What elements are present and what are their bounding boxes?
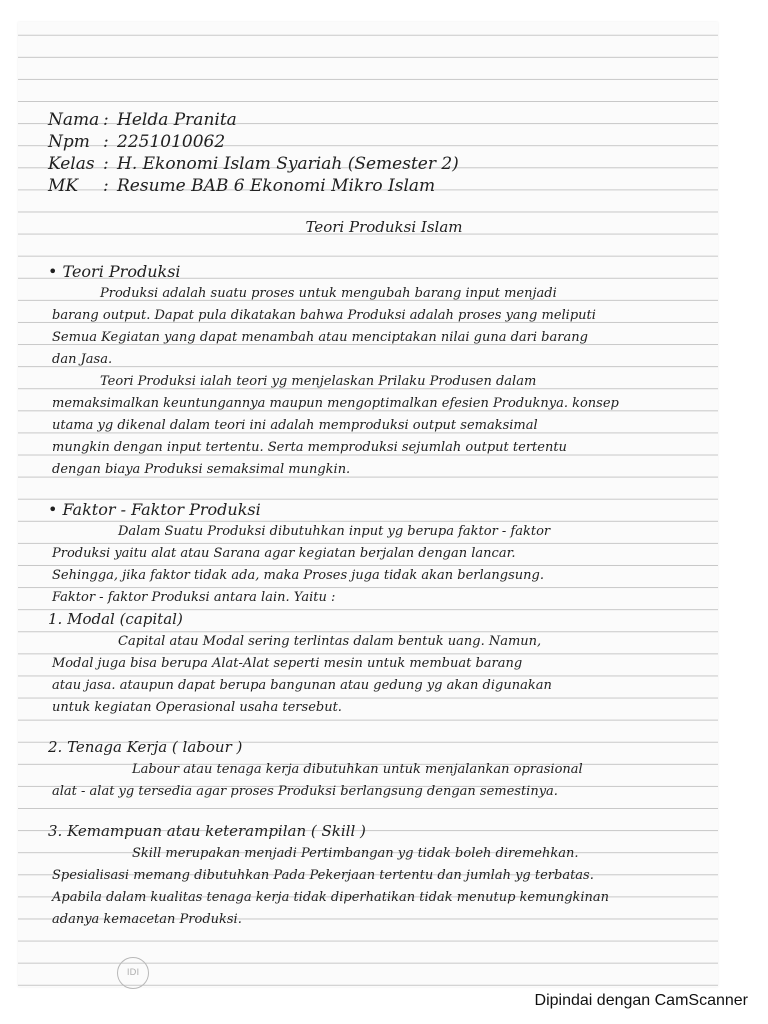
text-line: Capital atau Modal sering terlintas dalam bentuk uang. Namun, — [118, 634, 542, 649]
colon: : — [103, 154, 109, 174]
text-line: Labour atau tenaga kerja dibutuhkan untuk menjalankan oprasional — [132, 762, 583, 777]
header-kelas-row — [48, 154, 459, 174]
colon: : — [103, 110, 109, 130]
text-line: dan Jasa. — [52, 352, 113, 367]
text-line: Sehingga, jika faktor tidak ada, maka Proses juga tidak akan berlangsung. — [52, 568, 544, 583]
text-line: Produksi adalah suatu proses untuk mengubah barang input menjadi — [100, 286, 557, 301]
npm-value: 2251010062 — [117, 132, 226, 152]
kelas-value: H. Ekonomi Islam Syariah (Semester 2) — [117, 154, 459, 174]
page-title: Teori Produksi Islam — [305, 218, 463, 236]
text-line: Dalam Suatu Produksi dibutuhkan input yg berupa faktor - faktor — [118, 524, 551, 539]
subheading-modal: 1. Modal (capital) — [48, 610, 183, 628]
colon: : — [103, 176, 109, 196]
section-heading-teori: • Teori Produksi — [48, 262, 181, 281]
nama-label: Nama — [48, 110, 100, 130]
text-line: Skill merupakan menjadi Pertimbangan yg tidak boleh diremehkan. — [132, 846, 579, 861]
header-mk-row — [48, 176, 435, 196]
mk-label: MK — [48, 176, 79, 196]
text-line: dengan biaya Produksi semaksimal mungkin. — [52, 462, 351, 477]
text-line: alat - alat yg tersedia agar proses Produksi berlangsung dengan semestinya. — [52, 784, 558, 799]
text-line: memaksimalkan keuntungannya maupun mengoptimalkan efesien Produknya. konsep — [52, 396, 619, 411]
camscanner-footer: Dipindai dengan CamScanner — [534, 992, 748, 1009]
section-heading-faktor: • Faktor - Faktor Produksi — [48, 500, 261, 519]
mk-value: Resume BAB 6 Ekonomi Mikro Islam — [117, 176, 436, 196]
subheading-tenaga-kerja: 2. Tenaga Kerja ( labour ) — [48, 738, 243, 756]
text-line: Faktor - faktor Produksi antara lain. Yaitu : — [52, 590, 336, 605]
text-line: barang output. Dapat pula dikatakan bahwa Produksi adalah proses yang meliputi — [52, 308, 596, 323]
colon: : — [103, 132, 109, 152]
header-nama-row — [48, 110, 237, 130]
text-line: mungkin dengan input tertentu. Serta memproduksi sejumlah output tertentu — [52, 440, 567, 455]
nama-value: Helda Pranita — [117, 110, 237, 130]
header-npm-row — [48, 132, 225, 152]
text-line: Modal juga bisa berupa Alat-Alat seperti mesin untuk membuat barang — [52, 656, 523, 671]
subheading-skill: 3. Kemampuan atau keterampilan ( Skill ) — [48, 822, 366, 840]
page-stamp: IDI — [117, 957, 149, 989]
text-line: Spesialisasi memang dibutuhkan Pada Pekerjaan tertentu dan jumlah yg terbatas. — [52, 868, 594, 883]
text-line: Produksi yaitu alat atau Sarana agar kegiatan berjalan dengan lancar. — [52, 546, 516, 561]
npm-label: Npm — [48, 132, 90, 152]
text-line: atau jasa. ataupun dapat berupa bangunan atau gedung yg akan digunakan — [52, 678, 552, 693]
text-line: utama yg dikenal dalam teori ini adalah memproduksi output semaksimal — [52, 418, 538, 433]
text-line: adanya kemacetan Produksi. — [52, 912, 242, 927]
kelas-label: Kelas — [48, 154, 95, 174]
text-line: untuk kegiatan Operasional usaha tersebut. — [52, 700, 342, 715]
text-line: Semua Kegiatan yang dapat menambah atau menciptakan nilai guna dari barang — [52, 330, 588, 345]
text-line: Teori Produksi ialah teori yg menjelaskan Prilaku Produsen dalam — [100, 374, 537, 389]
text-line: Apabila dalam kualitas tenaga kerja tidak diperhatikan tidak menutup kemungkinan — [52, 890, 610, 905]
